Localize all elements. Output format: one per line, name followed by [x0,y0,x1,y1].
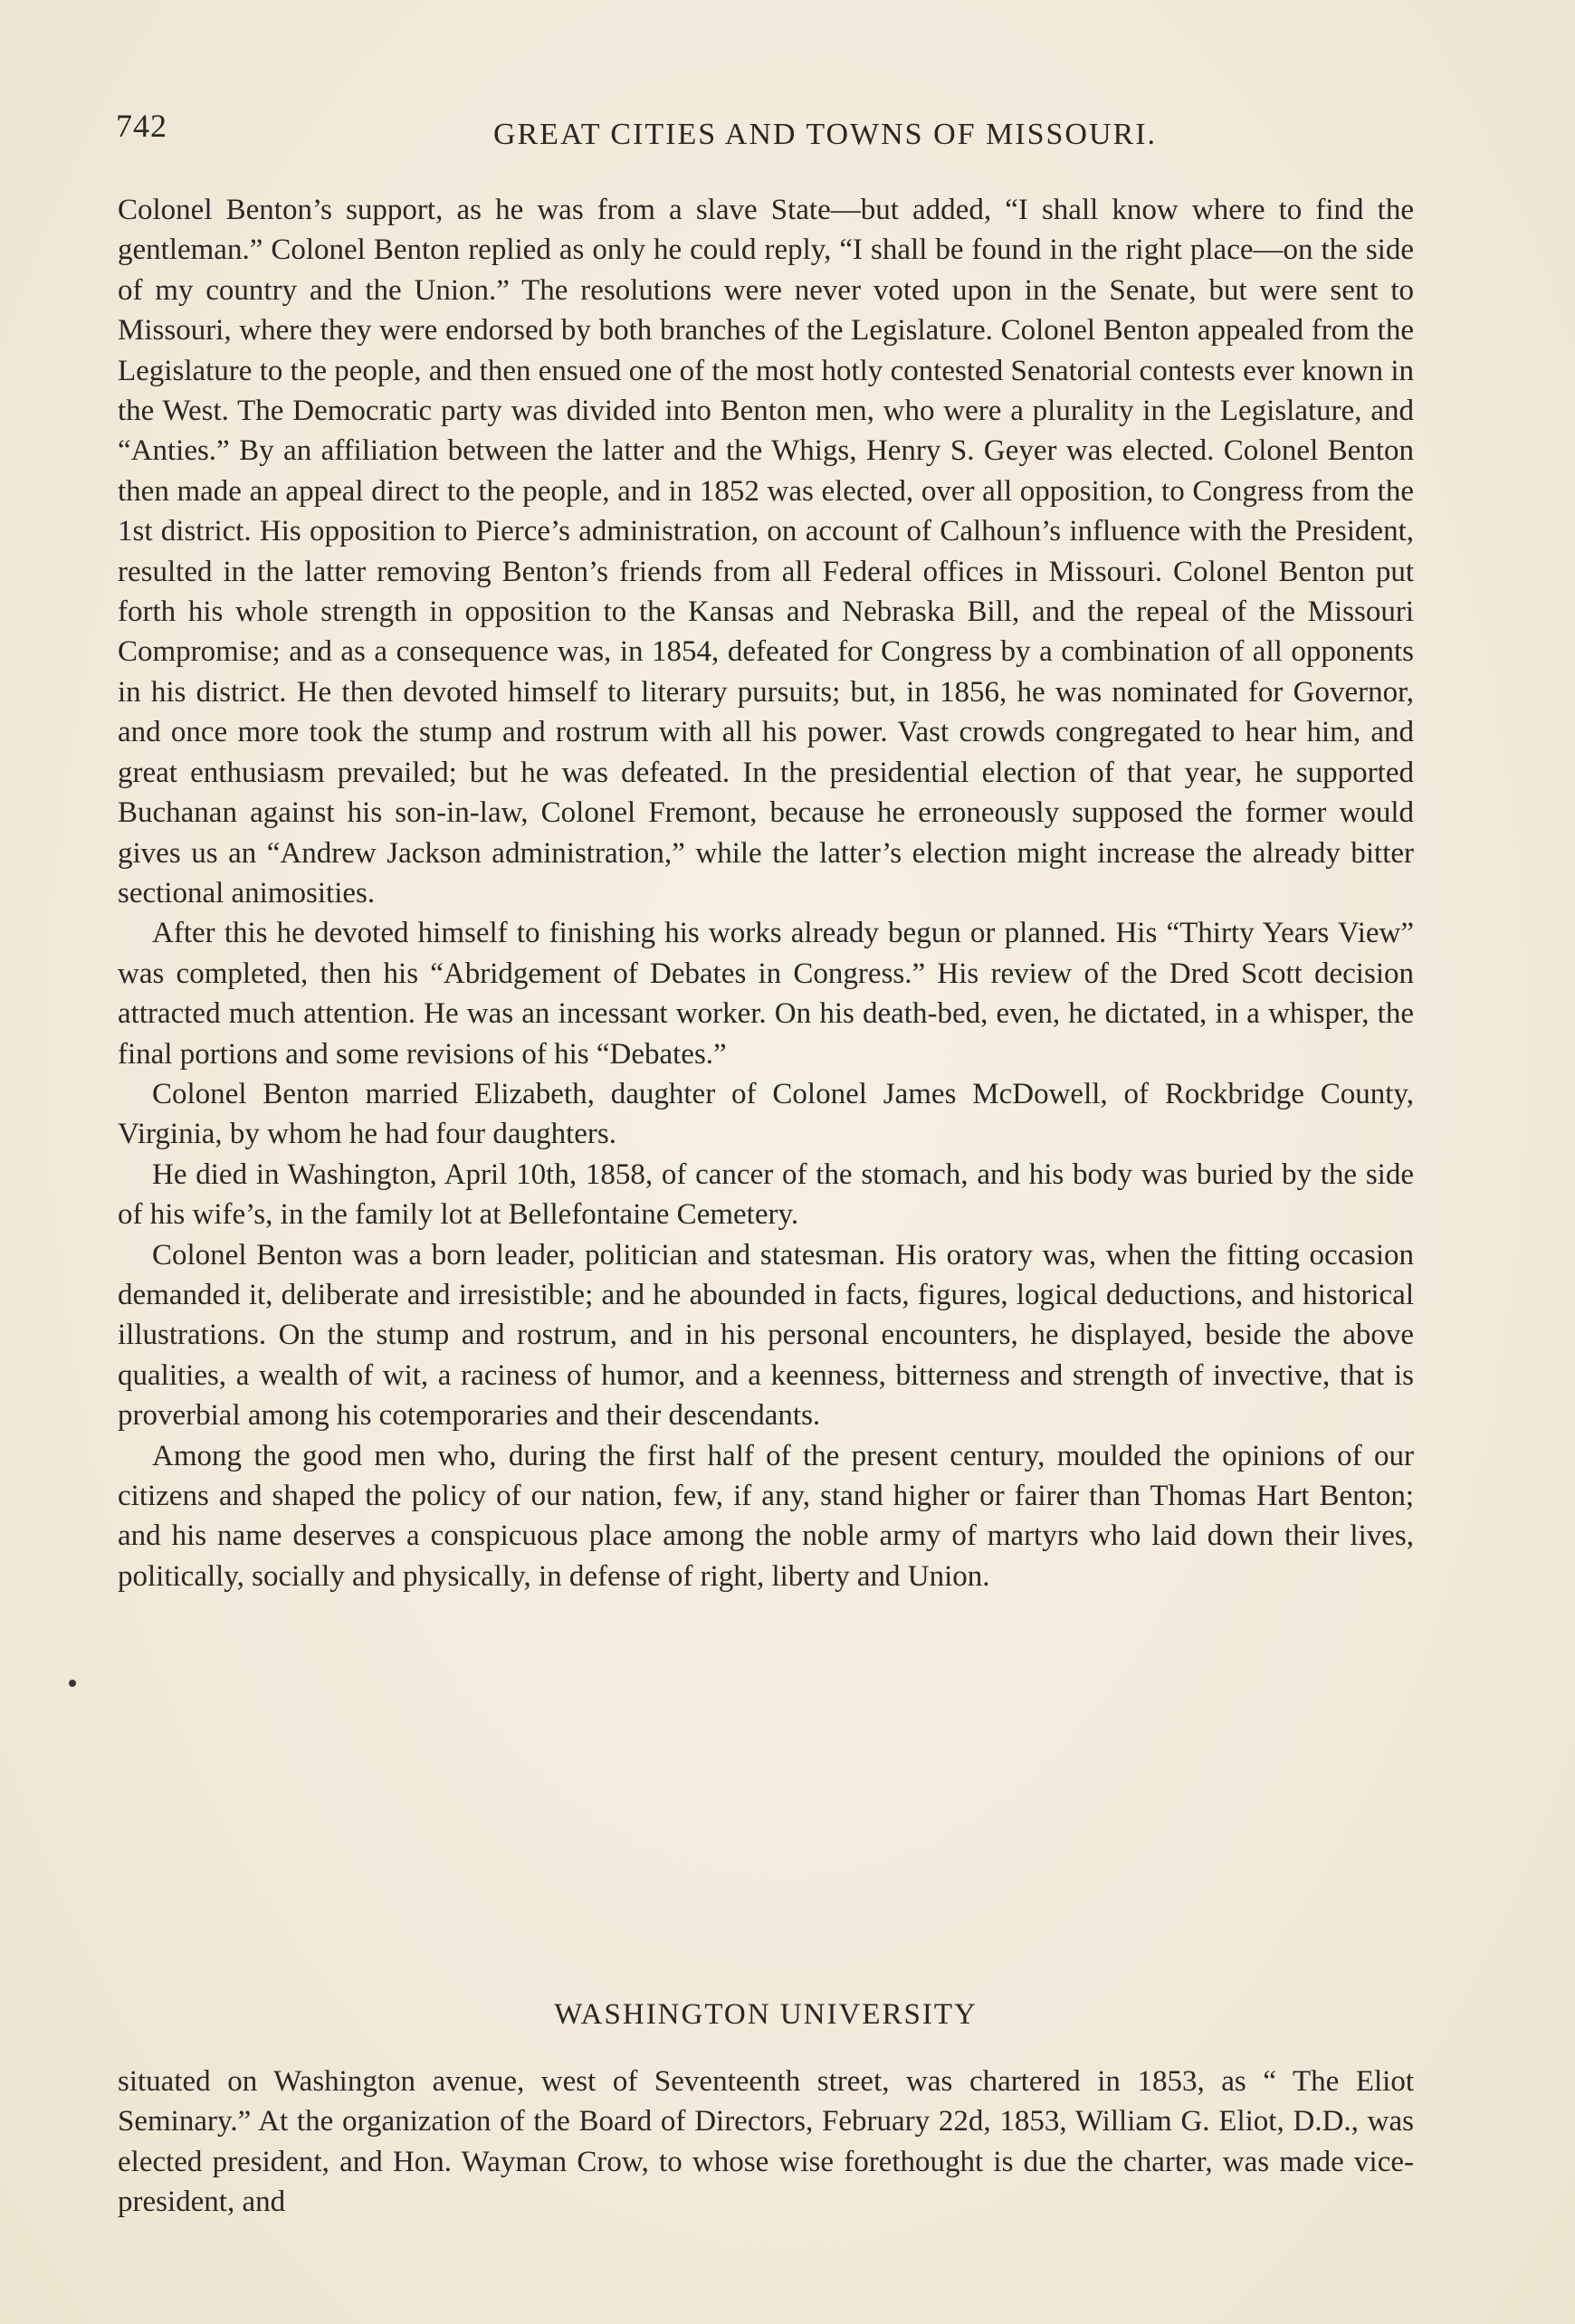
paragraph: He died in Washington, April 10th, 1858, of cancer of the stomach, and his body was buried by the side of his wife’s, in the family lot at Bellefontaine Cemetery. [118,1157,1414,1232]
page-header [116,107,1426,161]
main-text [118,190,1414,1596]
section-text [118,2062,1414,2223]
running-title: GREAT CITIES AND TOWNS OF MISSOURI. [492,118,1158,151]
paragraph: After this he devoted himself to finishing his works already begun or planned. His “Thirty Years View” was completed, then his “Abridgement of Debates in Congress.” His review of the Dred Scott decision attracted much attention. He was an incessant worker. On his death-bed, even, he dictated, in a whisper, the final portions and some revisions of his “Debates.” [118,917,1414,1071]
paragraph: Colonel Benton was a born leader, politician and statesman. His oratory was, when the fitting occasion demanded it, deliberate and irresistible; and he abounded in facts, figures, logical deductions, and historical illustrations. On the stump and rostrum, and in his personal encounters, he displayed, beside the above qualities, a wealth of wit, a raciness of humor, and a keenness, bitterness and strength of invective, that is proverbial among his cotemporaries and their descendants. [118,1238,1414,1433]
paragraph: situated on Washington avenue, west of Seventeenth street, was chartered in 1853, as “ The Eliot Seminary.” At the organization of the Board of Directors, February 22d, 1853, William G. Eliot, D.D., was elected president, and Hon. Wayman Crow, to whose wise forethought is due the charter, was made vice-president, and [118,2065,1414,2219]
section-heading: WASHINGTON UNIVERSITY [554,1998,978,2031]
paragraph: Among the good men who, during the first half of the present century, moulded the opinions of our citizens and shaped the policy of our nation, few, if any, stand higher or fairer than Thomas Hart Benton; and his name deserves a conspicuous place among the noble army of martyrs who laid down their lives, politically, socially and physically, in defense of right, liberty and Union. [118,1439,1414,1593]
page-number: 742 [116,108,167,144]
paragraph: Colonel Benton married Elizabeth, daughter of Colonel James McDowell, of Rockbridge County, Virginia, by whom he had four daughters. [118,1077,1414,1151]
paragraph: Colonel Benton’s support, as he was from a slave State—but added, “I shall know where to find the gentleman.” Colonel Benton replied as only he could reply, “I shall be found in the right place—on the side of my country and the Union.” The resolutions were never voted upon in the Senate, but were sent to Missouri, where they were endorsed by both branches of the Legislature. Colonel Benton appealed from the Legislature to the people, and then ensued one of the most hotly contested Senatorial contests ever known in the West. The Democratic party was divided into Benton men, who were a plurality in the Legislature, and “Anties.” By an affiliation between the latter and the Whigs, Henry S. Geyer was elected. Colonel Benton then made an appeal direct to the people, and in 1852 was elected, over all opposition, to Congress from the 1st district. His opposition to Pierce’s administration, on account of Calhoun’s influence with the President, resulted in the latter removing Benton’s friends from all Federal offices in Missouri. Colonel Benton put forth his whole strength in opposition to the Kansas and Nebraska Bill, and the repeal of the Missouri Compromise; and as a consequence was, in 1854, defeated for Congress by a combination of all opponents in his district. He then devoted himself to literary pursuits; but, in 1856, he was nominated for Governor, and once more took the stump and rostrum with all his power. Vast crowds congregated to hear him, and great enthusiasm prevailed; but he was defeated. In the presidential election of that year, he supported Buchanan against his son-in-law, Colonel Fremont, because he erroneously supposed the former would gives us an “Andrew Jackson administration,” while the latter’s election might increase the already bitter sectional animosities. [118,194,1414,910]
ink-speck [69,1680,76,1687]
